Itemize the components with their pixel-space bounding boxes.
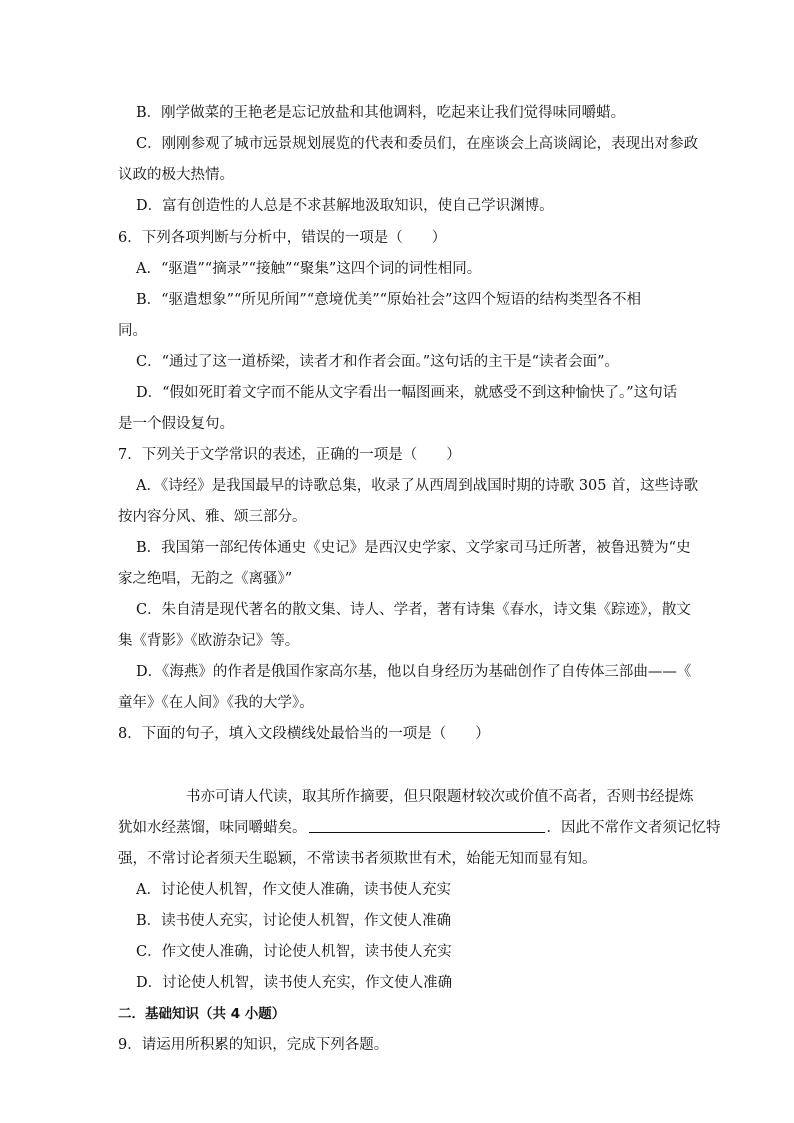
q8-passage-line2: [118, 818, 721, 838]
q8-option-d: D．讨论使人机智，读书使人充实，作文使人准确: [136, 975, 453, 991]
q7-option-a: A．《诗经》是我国最早的诗歌总集，收录了从西周到战国时期的诗歌 305 首，这些诗歌: [136, 478, 699, 494]
q7-option-d: D．《海燕》的作者是俄国作家高尔基，他以自身经历为基础创作了自传体三部曲——《: [136, 664, 692, 680]
q8-stem: 8．下面的句子，填入文段横线处最恰当的一项是（ ）: [118, 726, 490, 742]
q7-option-b-cont: 家之绝唱，无韵之《离骚》”: [118, 571, 293, 587]
q5-option-d: D．富有创造性的人总是不求甚解地汲取知识，使自己学识渊博。: [136, 198, 554, 214]
q5-option-c: C．刚刚参观了城市远景规划展览的代表和委员们，在座谈会上高谈阔论，表现出对参政: [136, 136, 699, 152]
q7-stem: 7．下列关于文学常识的表述，正确的一项是（ ）: [118, 447, 461, 463]
q7-option-b: B．我国第一部纪传体通史《史记》是西汉史学家、文学家司马迁所著，被鲁迅赞为“史: [136, 540, 691, 556]
q7-option-a-cont: 按内容分风、雅、颂三部分。: [118, 509, 307, 525]
q6-option-c: C．“通过了这一道桥梁，读者才和作者会面。”这句话的主干是“读者会面”。: [136, 354, 619, 370]
q7-option-c: C．朱自清是现代著名的散文集、诗人、学者，著有诗集《春水，诗文集《踪迹》，散文: [136, 602, 691, 618]
q5-option-c-cont: 议政的极大热情。: [118, 167, 234, 183]
q6-stem: 6．下列各项判断与分析中，错误的一项是（ ）: [118, 230, 447, 246]
q7-option-d-cont: 童年》《在人间》《我的大学》。: [118, 695, 314, 711]
q9-stem: 9．请运用所积累的知识，完成下列各题。: [118, 1037, 389, 1053]
q8-option-c: C．作文使人准确，讨论使人机智，读书使人充实: [136, 944, 452, 960]
section-heading: 二．基础知识（共 4 小题）: [118, 1006, 286, 1022]
q6-option-d-cont: 是一个假设复句。: [118, 416, 234, 432]
q8-option-a: A．讨论使人机智，作文使人准确，读书使人充实: [136, 882, 451, 898]
q8-passage-line1: 书亦可请人代读，取其所作摘要，但只限题材较次或价值不高者，否则书经提炼: [186, 789, 694, 805]
q8-passage-line3: 强，不常讨论者须天生聪颖，不常读书者须欺世有术，始能无知而显有知。: [118, 851, 597, 867]
q6-option-b-cont: 同。: [118, 323, 147, 339]
q6-option-d: D．“假如死盯着文字而不能从文字看出一幅图画来，就感受不到这种愉快了。”这句话: [136, 385, 678, 401]
q6-option-b: B．“驱遣想象”“所见所闻”“意境优美”“原始社会”这四个短语的结构类型各不相: [136, 292, 641, 308]
q8-passage-text-after: ．因此不常作文者须记忆特: [546, 820, 721, 836]
q8-answer-blank: [309, 818, 545, 833]
q7-option-c-cont: 集《背影》《欧游杂记》等。: [118, 633, 300, 649]
q6-option-a: A．“驱遣”“摘录”“接触”“聚集”这四个词的词性相同。: [136, 261, 482, 277]
q8-option-b: B．读书使人充实，讨论使人机智，作文使人准确: [136, 913, 452, 929]
q5-option-b: B．刚学做菜的王艳老是忘记放盐和其他调料，吃起来让我们觉得味同嚼蜡。: [136, 105, 626, 121]
q8-passage-text: 犹如水经蒸馏，味同嚼蜡矣。: [118, 820, 307, 836]
